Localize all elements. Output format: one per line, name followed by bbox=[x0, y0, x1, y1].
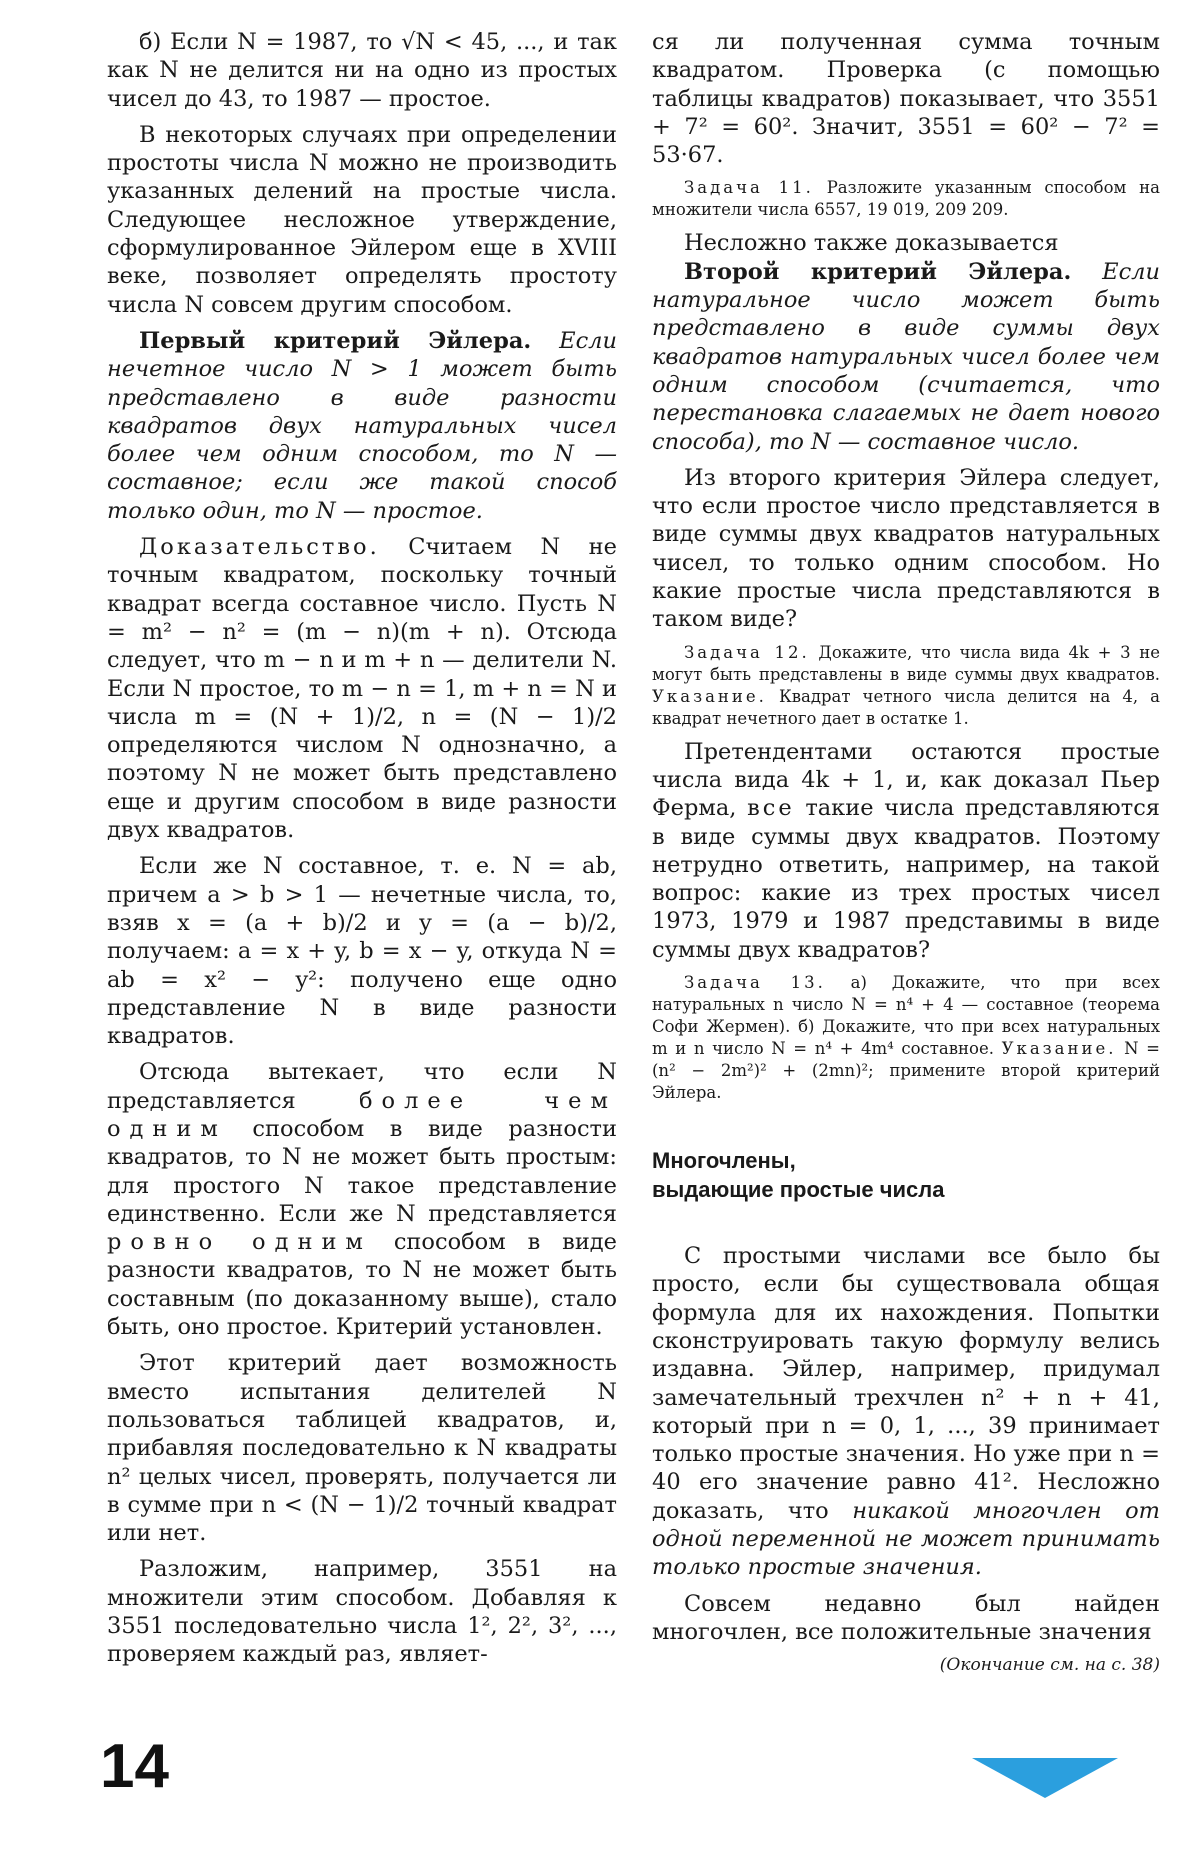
right-column bbox=[652, 28, 1160, 1676]
task-13 bbox=[652, 972, 1160, 1104]
p6-part-a: Отсюда вытекает, что если N представляется bbox=[107, 1059, 617, 1114]
proof-text: Считаем N не точным квадратом, поскольку точный квадрат всегда составное число. Пусть N = m² − n² = (m − n)(m + n). Отсюда следует, что m − n и m + n — делители N. Если N простое, то m − n = 1, m + n = N и числа m = (N + 1)/2, n = (N − 1)/2 определяются числом N однозначно, а поэтому N не может быть представлено еще и другим способом в виде разности двух квадратов. bbox=[107, 534, 617, 844]
right-paragraph-5 bbox=[652, 738, 1160, 964]
euler-second-criterion bbox=[652, 258, 1160, 456]
task-13-label: Задача 13. bbox=[684, 973, 826, 993]
arrow-shape bbox=[972, 1758, 1118, 1798]
p5-part-a: Претендентами остаются простые числа вида 4k + 1, и, как доказал Пьер Ферма, bbox=[652, 738, 1160, 822]
left-paragraph-7: Этот критерий дает возможность вместо испытания делителей N пользоваться таблицей квадратов, и, прибавляя последовательно к N квадраты n² целых чисел, проверять, получается ли в сумме при n < (N − 1)/2 точный квадрат или нет. bbox=[107, 1350, 617, 1547]
task-13-hint-label: Указание. bbox=[1001, 1039, 1117, 1059]
task-13-text: а) Докажите, что при всех натуральных n число N = n⁴ + 4 — составное (теорема Софи Жермен). б) Докажите, что при всех натуральных m и n число N = n⁴ + 4m⁴ составное. bbox=[652, 973, 1160, 1059]
right-paragraph-6 bbox=[652, 1242, 1160, 1582]
criterion-2-heading: Второй критерий Эйлера. bbox=[684, 258, 1072, 285]
left-paragraph-6 bbox=[107, 1058, 617, 1341]
euler-first-criterion bbox=[107, 327, 617, 525]
p5-spaced: все bbox=[747, 795, 795, 822]
task-12 bbox=[652, 642, 1160, 730]
proof-label: Доказательство. bbox=[139, 534, 380, 561]
task-12-hint: Квадрат четного числа делится на 4, а квадрат нечетного дает в остатке 1. bbox=[652, 686, 1160, 728]
task-11-label: Задача 11. bbox=[684, 178, 814, 198]
right-paragraph-4: Из второго критерия Эйлера следует, что если простое число представляется в виде суммы двух квадратов натуральных чисел, то только одним способом. Но какие простые числа представляются в таком виде? bbox=[652, 464, 1160, 633]
section-title-line-2: выдающие простые числа bbox=[652, 1177, 945, 1203]
left-paragraph-5: Если же N составное, т. е. N = ab, причем a > b > 1 — нечетные числа, то, взяв x = (a + b)/2 и y = (a − b)/2, получаем: a = x + y, b = x − y, откуда N = ab = x² − y²: получено еще одно представление N в виде разности квадратов. bbox=[107, 853, 617, 1050]
page-number: 14 bbox=[100, 1732, 169, 1801]
page-arrow-icon bbox=[972, 1758, 1118, 1798]
task-12-label: Задача 12. bbox=[684, 642, 810, 662]
left-paragraph-2: В некоторых случаях при определении простоты числа N можно не производить указанных делений на простые числа. Следующее несложное утверждение, сформулированное Эйлером еще в XVIII веке, позволяет определять простоту числа N совсем другим способом. bbox=[107, 121, 617, 318]
task-11 bbox=[652, 177, 1160, 221]
p6-right-part-a: С простыми числами все было бы просто, если бы существовала общая формула для их нахождения. Попытки сконструировать такую формулу велись издавна. Эйлер, например, придумал замечательный трехчлен n² + n + 41, который при n = 0, 1, ..., 39 принимает только простые значения. Но уже при n = 40 его значение равно 41². Несложно доказать, что bbox=[652, 1243, 1160, 1524]
right-paragraph-2: Несложно также доказывается bbox=[684, 230, 1059, 257]
task-12-hint-label: Указание. bbox=[652, 686, 767, 706]
proof-paragraph bbox=[107, 533, 617, 844]
left-column bbox=[107, 28, 617, 1669]
continuation-note: (Окончание см. на с. 38) bbox=[939, 1655, 1160, 1676]
task-11-text: Разложите указанным способом на множители числа 6557, 19 019, 209 209. bbox=[652, 178, 1160, 220]
left-paragraph-8: Разложим, например, 3551 на множители этим способом. Добавляя к 3551 последовательно числа 1², 2², 3², ..., проверяем каждый раз, являет- bbox=[107, 1556, 617, 1668]
task-13-hint: N = (n² − 2m²)² + (2mn)²; примените второй критерий Эйлера. bbox=[652, 1039, 1160, 1103]
p6-spaced-2: ровно одним bbox=[107, 1229, 372, 1256]
p6-spaced-1: более чем одним bbox=[107, 1087, 617, 1142]
section-title bbox=[652, 1146, 1160, 1204]
criterion-statement: Если нечетное число N > 1 может быть представлено в виде разности квадратов двух натуральных чисел более чем одним способом, то N — составное; если же такой способ только один, то N — простое. bbox=[107, 327, 617, 524]
p6-part-c: способом в виде разности квадратов, то N не может быть составным (по доказанному выше), стало быть, оно простое. Критерий установлен. bbox=[107, 1229, 617, 1341]
right-paragraph-1: ся ли полученная сумма точным квадратом. Проверка (с помощью таблицы квадратов) показывает, что 3551 + 7² = 60². Значит, 3551 = 60² − 7² = 53·67. bbox=[652, 29, 1160, 169]
criterion-heading: Первый критерий Эйлера. bbox=[139, 327, 532, 354]
right-paragraph-7: Совсем недавно был найден многочлен, все положительные значения bbox=[652, 1590, 1160, 1645]
task-12-text: Докажите, что числа вида 4k + 3 не могут быть представлены в виде суммы двух квадратов. bbox=[652, 642, 1161, 684]
p5-part-b: такие числа представляются в виде суммы двух квадратов. Поэтому нетрудно ответить, например, на такой вопрос: какие из трех простых чисел 1973, 1979 и 1987 представимы в виде суммы двух квадратов? bbox=[652, 795, 1160, 963]
p6-right-italic: никакой многочлен от одной переменной не может принимать только простые значения. bbox=[652, 1497, 1160, 1581]
p6-part-b: способом в виде разности квадратов, то N не может быть простым: для простого N такое представление единственно. Если же N представляется bbox=[107, 1115, 617, 1227]
left-paragraph-1: б) Если N = 1987, то √N < 45, ..., и так как N не делится ни на одно из простых чисел до 43, то 1987 — простое. bbox=[107, 29, 617, 112]
section-title-line-1: Многочлены, bbox=[652, 1148, 796, 1174]
criterion-2-statement: Если натуральное число может быть представлено в виде суммы двух квадратов натуральных чисел более чем одним способом (считается, что перестановка слагаемых не дает нового способа), то N — составное число. bbox=[652, 258, 1160, 455]
